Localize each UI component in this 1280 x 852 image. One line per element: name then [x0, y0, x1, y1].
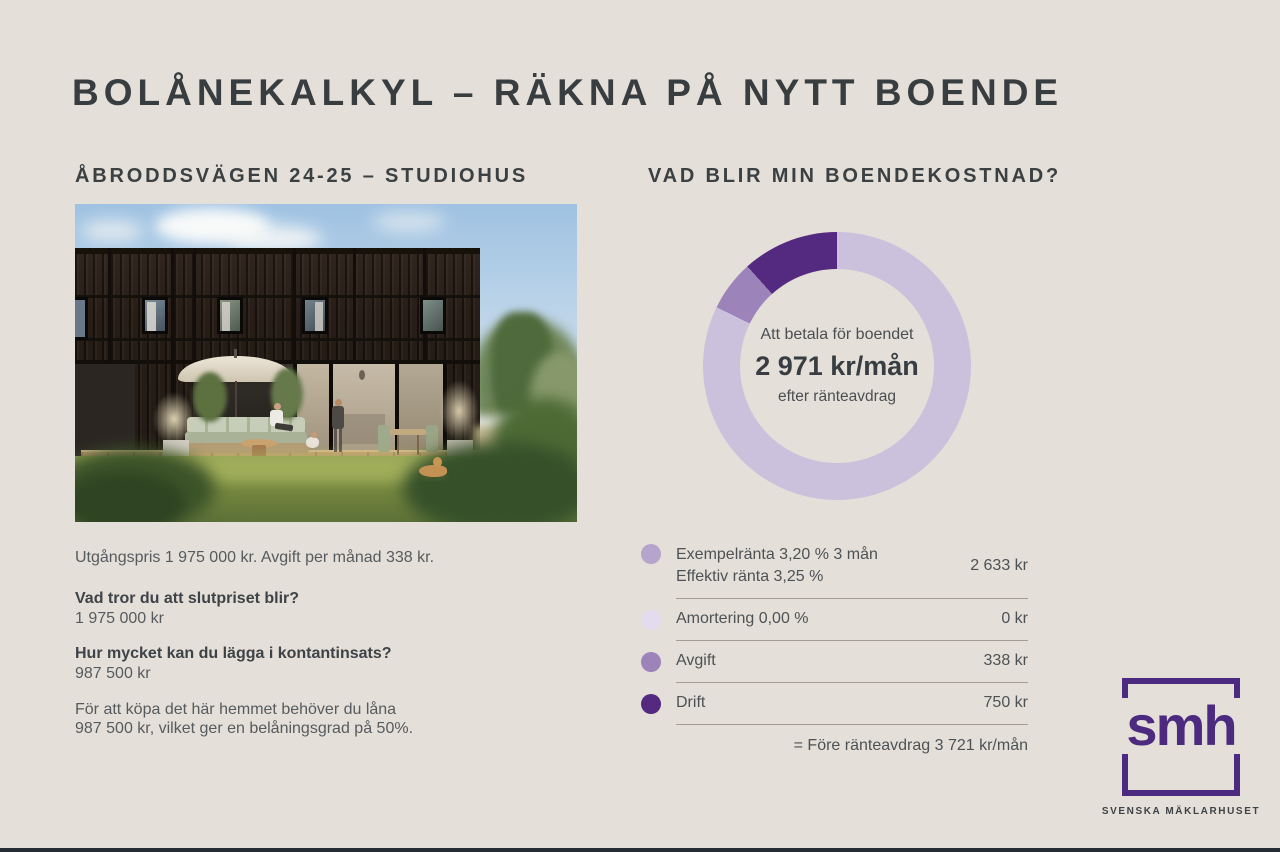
final-price-answer: 1 975 000 kr [75, 610, 164, 627]
legend-row-exempelranta [641, 542, 1028, 599]
legend-label: Drift [676, 694, 706, 711]
down-payment-answer: 987 500 kr [75, 665, 151, 682]
legend-dot-amortering [641, 610, 661, 630]
dining-table-leg [397, 435, 399, 455]
person-standing-body [332, 406, 344, 429]
loan-note-line1: För att köpa det här hemmet behöver du låna [75, 701, 397, 718]
dining-chair [426, 425, 438, 452]
legend-label: Amortering 0,00 % [676, 610, 809, 627]
donut-center-label [740, 269, 934, 463]
legend-dot-exempelranta [641, 544, 661, 564]
window [142, 297, 168, 334]
dog-body [419, 465, 447, 477]
cloud [373, 212, 445, 232]
child-crouching [306, 437, 319, 448]
dining-chair [378, 425, 390, 452]
window [302, 297, 328, 334]
legend-dot-avgift [641, 652, 661, 672]
window [75, 297, 88, 340]
total-before-deduction: = Före ränteavdrag 3 721 kr/mån [793, 737, 1028, 754]
smh-logo-wordmark: smh [1115, 698, 1247, 754]
person-standing-legs [339, 429, 342, 452]
down-payment-question: Hur mycket kan du lägga i kontantinsats? [75, 645, 392, 662]
legend-label: Exempelränta 3,20 % 3 mån [676, 546, 878, 563]
listing-price-text: Utgångspris 1 975 000 kr. Avgift per månad 338 kr. [75, 549, 435, 566]
brand-name: SVENSKA MÄKLARHUSET [1101, 806, 1261, 817]
child-crouching-head [311, 432, 317, 438]
glass-wall [75, 364, 135, 456]
property-heading: ÅBRODDSVÄGEN 24-25 – STUDIOHUS [75, 165, 528, 187]
cloud [81, 220, 143, 242]
bottom-bar [0, 848, 1280, 852]
potted-tree [193, 372, 227, 422]
pampas-plant [153, 392, 195, 446]
dog-head [433, 457, 442, 467]
person-standing-legs [334, 429, 337, 452]
loan-note-line2: 987 500 kr, vilket ger en belåningsgrad på 50%. [75, 720, 414, 737]
cost-donut-chart [703, 232, 971, 500]
legend-row-drift [641, 683, 1028, 725]
legend-row-amortering [641, 599, 1028, 641]
umbrella-finial [234, 349, 237, 358]
final-price-question: Vad tror du att slutpriset blir? [75, 590, 300, 607]
legend-value: 0 kr [1001, 610, 1028, 627]
legend-label-line2: Effektiv ränta 3,25 % [676, 568, 824, 585]
loan-note [75, 700, 413, 738]
cost-breakdown-legend [641, 542, 1028, 755]
legend-label: Avgift [676, 652, 716, 669]
legend-dot-drift [641, 694, 661, 714]
cost-heading: VAD BLIR MIN BOENDEKOSTNAD? [648, 165, 1062, 187]
page-title: BOLÅNEKALKYL – RÄKNA PÅ NYTT BOENDE [72, 72, 1064, 113]
facade-seam [75, 338, 480, 341]
donut-center-line2: efter ränteavdrag [777, 388, 897, 405]
donut-center-line1: Att betala för boendet [760, 326, 914, 343]
donut-center-value: 2 971 kr/mån [755, 351, 919, 381]
legend-value: 750 kr [983, 694, 1028, 711]
person-sitting-head [274, 403, 281, 410]
legend-value: 2 633 kr [970, 557, 1028, 574]
window [217, 297, 243, 334]
legend-value: 338 kr [983, 652, 1028, 669]
roof-fascia [75, 248, 480, 254]
dining-table [390, 429, 426, 435]
property-photo [75, 204, 577, 522]
window [420, 297, 446, 334]
legend-row-avgift [641, 641, 1028, 683]
person-standing-head [335, 399, 342, 406]
dining-table-leg [417, 435, 419, 455]
